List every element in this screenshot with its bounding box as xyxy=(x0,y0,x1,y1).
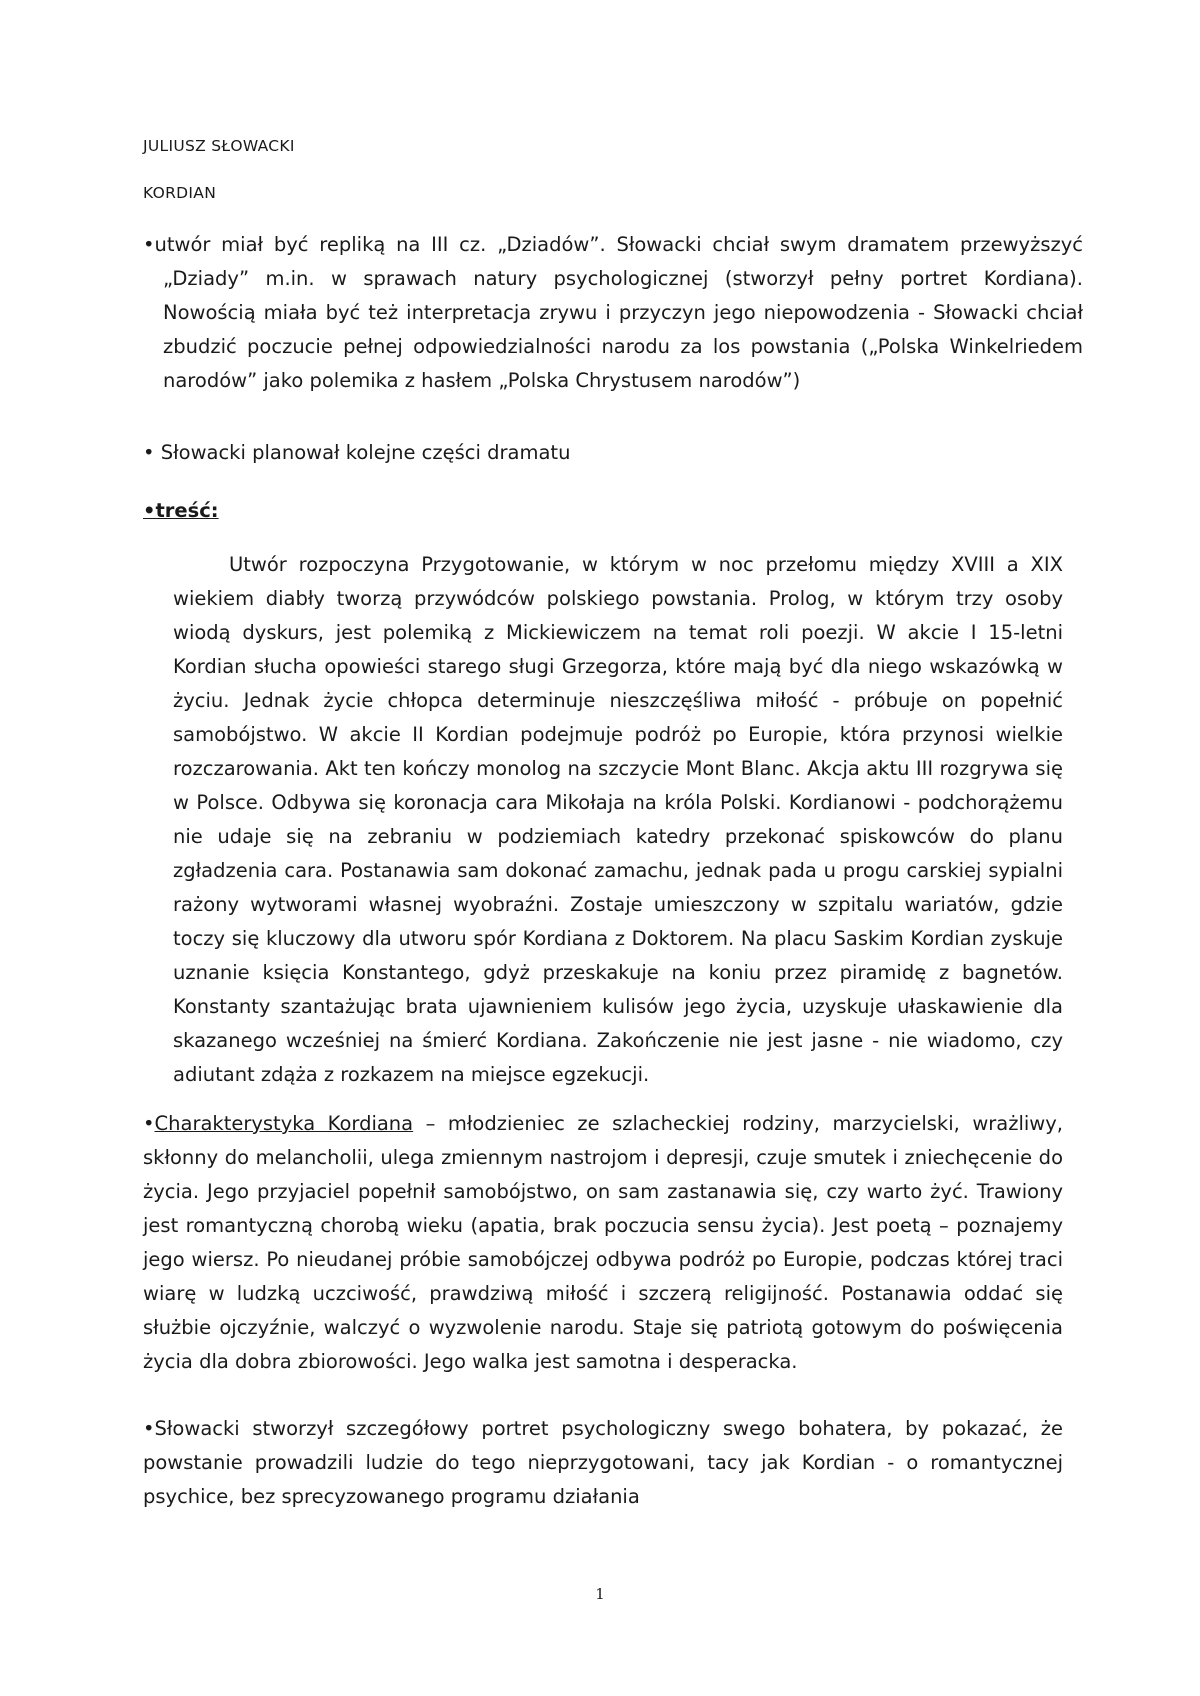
paragraph-text: Słowacki planował kolejne części dramatu xyxy=(154,441,571,464)
section-heading-content xyxy=(143,494,1063,528)
character-heading: Charakterystyka Kordiana xyxy=(154,1112,414,1135)
paragraph-plot: Utwór rozpoczyna Przygotowanie, w którym w noc przełomu między XVIII a XIX wiekiem diabły tworzą przywódców polskiego powstania. Prolog, w którym trzy osoby wiodą dyskurs, jest polemiką z Mickiewiczem na temat roli poezji. W akcie I 15-letni Kordian słucha opowieści starego sługi Grzegorza, które mają być dla niego wskazówką w życiu. Jednak życie chłopca determinuje nieszczęśliwa miłość - próbuje on popełnić samobójstwo. W akcie II Kordian podejmuje podróż po Europie, która przynosi wielkie rozczarowania. Akt ten kończy monolog na szczycie Mont Blanc. Akcja aktu III rozgrywa się w Polsce. Odbywa się koronacja cara Mikołaja na króla Polski. Kordianowi - podchorążemu nie udaje się na zebraniu w podziemiach katedry przekonać spiskowców do planu zgładzenia cara. Postanawia sam dokonać zamachu, jednak pada u progu carskiej sypialni rażony wytworami własnej wyobraźni. Zostaje umieszczony w szpitalu wariatów, gdzie toczy się kluczowy dla utworu spór Kordiana z Doktorem. Na placu Saskim Kordian zyskuje uznanie księcia Konstantego, gdyż przeskakuje na koniu przez piramidę z bagnetów. Konstanty szantażując brata ujawnieniem kulisów jego życia, uzyskuje ułaskawienie dla skazanego wcześniej na śmierć Kordiana. Zakończenie nie jest jasne - nie wiadomo, czy adiutant zdąża z rozkazem na miejsce egzekucji. xyxy=(173,553,1063,1086)
page-number: 1 xyxy=(595,1585,605,1603)
paragraph-intro xyxy=(143,228,1083,398)
paragraph-planned-parts xyxy=(143,436,1063,470)
bullet: • xyxy=(143,441,155,464)
title-heading: KORDIAN xyxy=(143,184,217,202)
bullet: • xyxy=(143,233,155,256)
section-heading-text: treść: xyxy=(155,499,219,522)
paragraph-character xyxy=(143,1107,1063,1379)
bullet: • xyxy=(143,1417,155,1440)
paragraph-conclusion xyxy=(143,1412,1063,1514)
bullet: • xyxy=(143,499,156,522)
paragraph-text: utwór miał być repliką na III cz. „Dziadów”. Słowacki chciał swym dramatem przewyższyć „Dziady” m.in. w sprawach natury psychologicznej (stworzył pełny portret Kordiana). Nowością miała być też interpretacja zrywu i przyczyn jego niepowodzenia - Słowacki chciał zbudzić poczucie pełnej odpowiedzialności narodu za los powstania („Polska Winkelriedem narodów” jako polemika z hasłem „Polska Chrystusem narodów”) xyxy=(154,233,1083,392)
author-heading: JULIUSZ SŁOWACKI xyxy=(143,137,295,155)
bullet: • xyxy=(143,1112,155,1135)
paragraph-text: – młodzieniec ze szlacheckiej rodziny, marzycielski, wrażliwy, skłonny do melancholii, ulega zmiennym nastrojom i depresji, czuje smutek i zniechęcenie do życia. Jego przyjaciel popełnił samobójstwo, on sam zastanawia się, czy warto żyć. Trawiony jest romantyczną chorobą wieku (apatia, brak poczucia sensu życia). Jest poetą – poznajemy jego wiersz. Po nieudanej próbie samobójczej odbywa podróż po Europie, podczas której traci wiarę w ludzką uczciwość, prawdziwą miłość i szczerą religijność. Postanawia oddać się służbie ojczyźnie, walczyć o wyzwolenie narodu. Staje się patriotą gotowym do poświęcenia życia dla dobra zbiorowości. Jego walka jest samotna i desperacka. xyxy=(143,1112,1063,1373)
paragraph-text: Słowacki stworzył szczegółowy portret psychologiczny swego bohatera, by pokazać, że powstanie prowadzili ludzie do tego nieprzygotowani, tacy jak Kordian - o romantycznej psychice, bez sprecyzowanego programu działania xyxy=(143,1417,1063,1508)
